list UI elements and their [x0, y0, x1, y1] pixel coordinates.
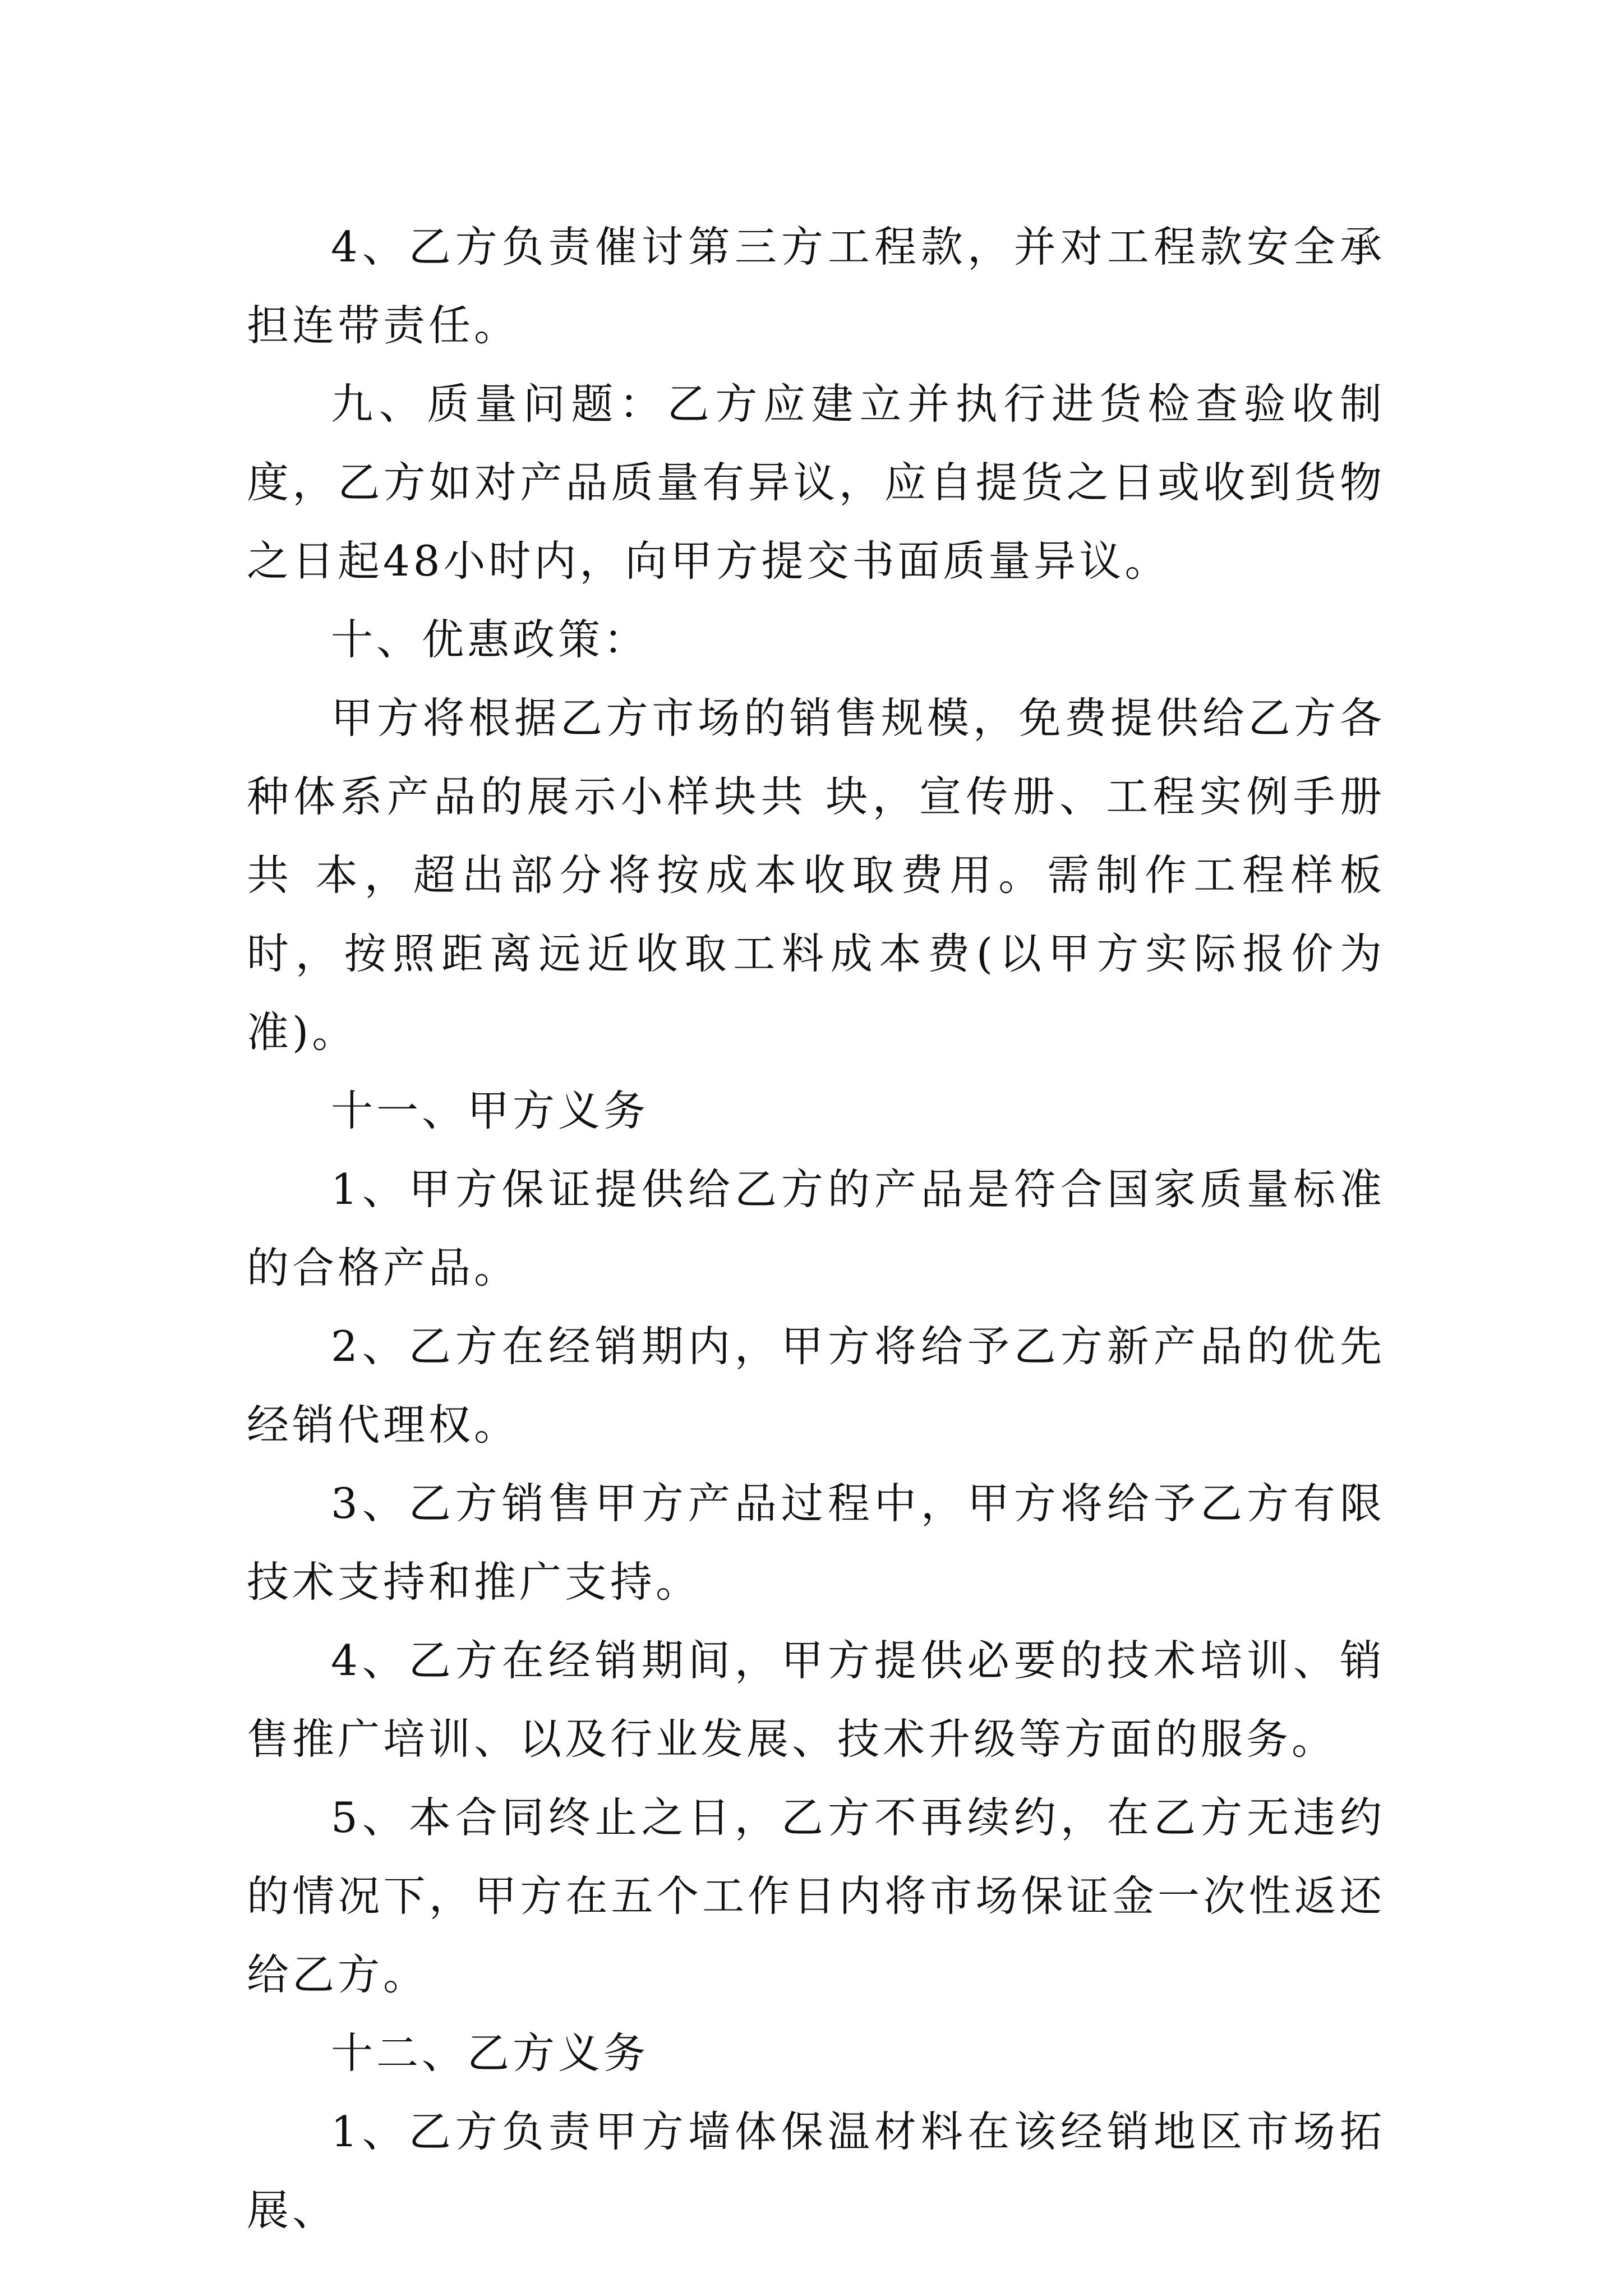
- paragraph-party-b-obligations-heading: 十二、乙方义务: [331, 2028, 649, 2078]
- paragraph-quality-issues: 九、质量问题：乙方应建立并执行进货检查验收制度，乙方如对产品质量有异议，应自提货之日或收到货物之日起48小时内，向甲方提交书面质量异议。: [247, 379, 1385, 586]
- paragraph-party-b-obligation-1: 1、乙方负责甲方墙体保温材料在该经销地区市场拓展、: [247, 2107, 1385, 2235]
- paragraph-party-a-obligation-1: 1、甲方保证提供给乙方的产品是符合国家质量标准的合格产品。: [247, 1165, 1385, 1292]
- paragraph-preferential-policy-heading: 十、优惠政策：: [331, 615, 649, 664]
- paragraph-party-a-obligation-3: 3、乙方销售甲方产品过程中，甲方将给予乙方有限技术支持和推广支持。: [247, 1479, 1385, 1607]
- paragraph-party-a-obligation-5: 5、本合同终止之日，乙方不再续约，在乙方无违约的情况下，甲方在五个工作日内将市场保证金一次性返还给乙方。: [247, 1793, 1385, 1999]
- paragraph-party-a-obligation-4: 4、乙方在经销期间，甲方提供必要的技术培训、销售推广培训、以及行业发展、技术升级等方面的服务。: [247, 1636, 1385, 1764]
- document-body: [247, 208, 1385, 2249]
- paragraph-party-a-obligations-heading: 十一、甲方义务: [331, 1086, 649, 1135]
- paragraph-clause-4-collection: 4、乙方负责催讨第三方工程款，并对工程款安全承担连带责任。: [247, 222, 1385, 350]
- paragraph-preferential-policy-body: 甲方将根据乙方市场的销售规模，免费提供给乙方各种体系产品的展示小样块共 块，宣传册、工程实例手册共 本，超出部分将按成本收取费用。需制作工程样板时，按照距离远近收取工料成本费(以甲方实际报价为准)。: [247, 693, 1385, 1057]
- paragraph-party-a-obligation-2: 2、乙方在经销期内，甲方将给予乙方新产品的优先经销代理权。: [247, 1322, 1385, 1450]
